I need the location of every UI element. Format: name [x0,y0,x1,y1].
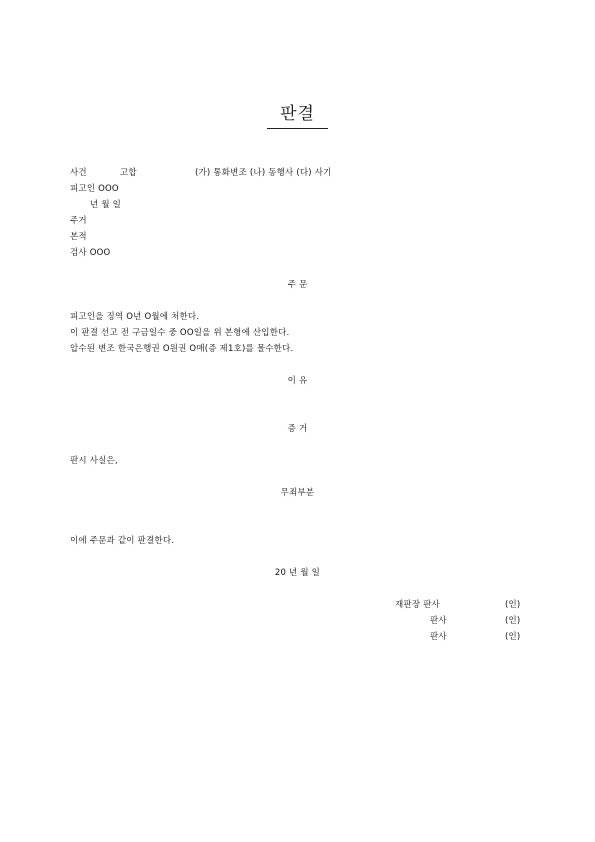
title-underline [267,128,328,129]
order-line: 압수된 변조 한국은행권 O원권 O매(증 제1호)를 몰수한다. [70,344,294,354]
signature-seal: (인) [505,632,521,642]
case-label: 사건 [70,168,87,178]
birth-date-line: 년 월 일 [90,200,122,210]
acquittal-heading: 무죄부분 [280,488,315,498]
judgment-date: 20 년 월 일 [274,568,321,578]
case-charges: (가) 통화변조 (나) 동행사 (다) 사기 [195,168,332,178]
order-heading: 주 문 [287,280,308,290]
signature-role-presiding: 재판장 판사 [395,600,440,610]
reason-heading: 이 유 [287,376,308,386]
address-line: 주거 [70,216,87,226]
defendant-line: 피고인 OOO [70,184,119,194]
order-line: 이 판결 선고 전 구금일수 중 OO일을 위 본형에 산입한다. [70,328,290,338]
conclusion-line: 이에 주문과 같이 판결한다. [70,536,175,546]
facts-intro: 판시 사실은, [70,456,118,466]
evidence-heading: 증 거 [287,424,308,434]
domicile-line: 본적 [70,232,87,242]
prosecutor-line: 검사 OOO [70,248,111,258]
signature-role-judge: 판사 [430,632,447,642]
document-title: 판결 [280,104,315,124]
signature-role-judge: 판사 [430,616,447,626]
order-line: 피고인을 징역 O년 O월에 처한다. [70,312,200,322]
case-number: 고합 [120,168,137,178]
signature-seal: (인) [505,600,521,610]
signature-seal: (인) [505,616,521,626]
